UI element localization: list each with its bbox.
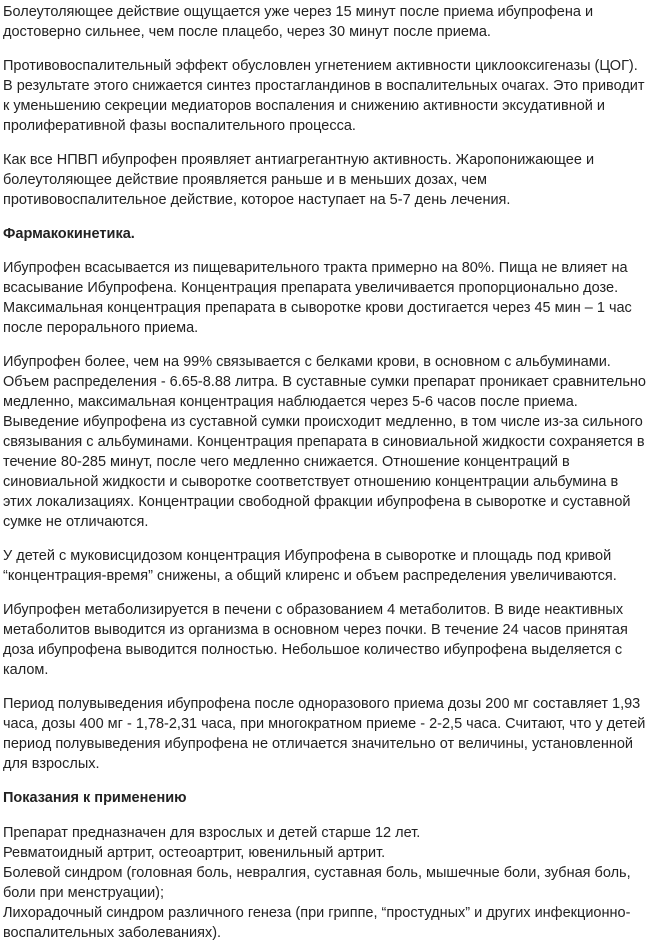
heading-pharmacokinetics: Фармакокинетика. <box>3 226 135 242</box>
paragraph-children-cystic-fibrosis: У детей с муковисцидозом концентрация Ибупрофена в сыворотке и площадь под кривой “концентрация-время” снижены, а общий клиренс и объем распределения увеличиваются. <box>3 548 617 584</box>
paragraph-analgesic-onset: Болеутоляющее действие ощущается уже через 15 минут после приема ибупрофена и достоверно сильнее, чем после плацебо, через 30 минут после приема. <box>3 4 594 40</box>
paragraph-anti-inflammatory: Противовоспалительный эффект обусловлен угнетением активности циклооксигеназы (ЦОГ). В результате этого снижается синтез простагландинов в воспалительных очагах. Это приводит к уменьшению секреции медиаторов воспаления и снижению активности эксудативной и пролиферативной фазы воспалительного процесса. <box>3 58 645 134</box>
indication-line: Лихорадочный синдром различного генеза (при гриппе, “простудных” и других инфекционно-воспалительных заболеваниях). <box>3 905 631 941</box>
paragraph-distribution: Ибупрофен более, чем на 99% связывается с белками крови, в основном с альбуминами. Объем распределения - 6.65-8.88 литра. В суставные сумки препарат проникает сравнительно медленно, максимальная концентрация наблюдается через 5-6 часов после приема. Выведение ибупрофена из суставной сумки происходит медленно, в том числе из-за сильного связывания с альбуминами. Концентрация препарата в синовиальной жидкости сохраняется в течение 80-285 минут, после чего медленно снижается. Отношение концентраций в синовиальной жидкости и сыворотке соответствует отношению концентрации альбумина в этих локализациях. Концентрации свободной фракции ибупрофена в сыворотке и суставной сумке не отличаются. <box>3 354 646 530</box>
paragraph-metabolism: Ибупрофен метаболизируется в печени с образованием 4 метаболитов. В виде неактивных метаболитов выводится из организма в основном через почки. В течение 24 часов принятая доза ибупрофена выводится полностью. Небольшое количество ибупрофена выделяется с калом. <box>3 602 628 678</box>
heading-indications: Показания к применению <box>3 790 187 806</box>
paragraph-half-life: Период полувыведения ибупрофена после одноразового приема дозы 200 мг составляет 1,93 часа, дозы 400 мг - 1,78-2,31 часа, при многократном приеме - 2-2,5 часа. Считают, что у детей период полувыведения ибупрофена не отличается значительно от величины, установленной для взрослых. <box>3 696 646 772</box>
indications-list <box>3 823 648 943</box>
indication-line: Болевой синдром (головная боль, невралгия, суставная боль, мышечные боли, зубная боль, боли при менструации); <box>3 865 631 901</box>
indication-line: Ревматоидный артрит, остеоартрит, ювенильный артрит. <box>3 845 386 861</box>
paragraph-absorption: Ибупрофен всасывается из пищеварительного тракта примерно на 80%. Пища не влияет на всасывание Ибупрофена. Концентрация препарата увеличивается пропорционально дозе. Максимальная концентрация препарата в сыворотке крови достигается через 45 мин – 1 час после перорального приема. <box>3 260 632 336</box>
paragraph-antiaggregant: Как все НПВП ибупрофен проявляет антиагрегантную активность. Жаропонижающее и болеутоляющее действие проявляется раньше и в меньших дозах, чем противовоспалительное действие, которое наступает на 5-7 день лечения. <box>3 152 595 208</box>
indication-line: Препарат предназначен для взрослых и детей старше 12 лет. <box>3 825 421 841</box>
